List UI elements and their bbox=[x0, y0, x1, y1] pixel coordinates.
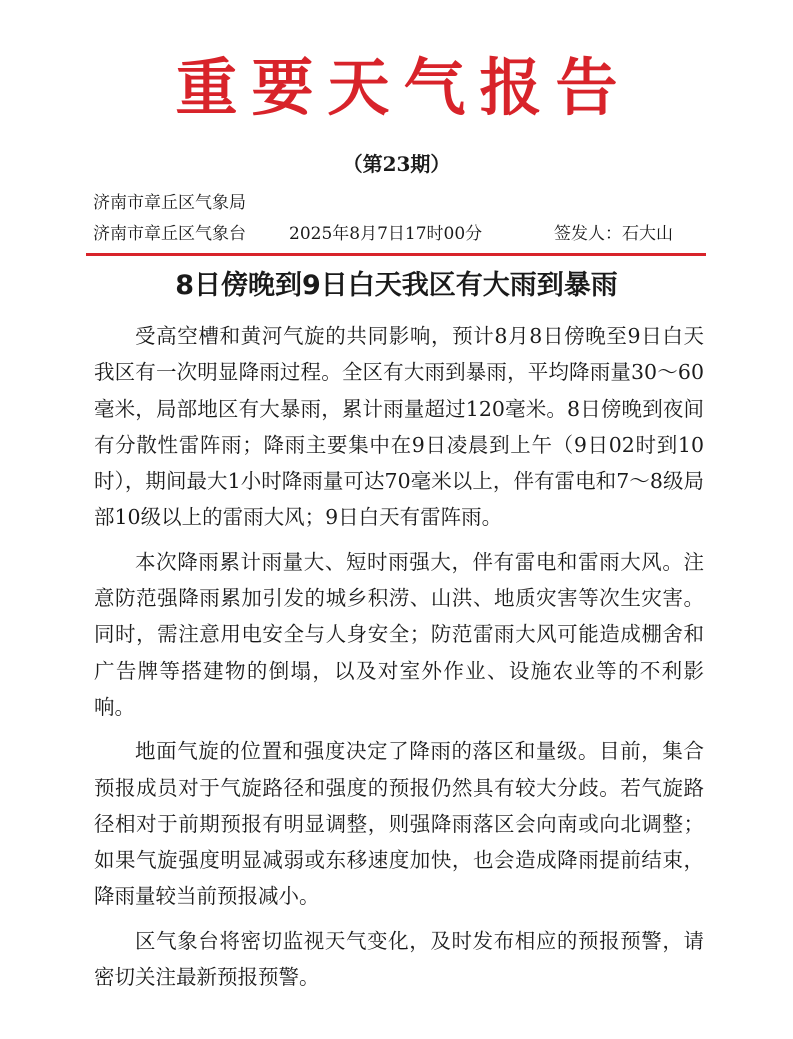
issuing-station: 济南市章丘区气象台 bbox=[93, 224, 246, 244]
report-headline: 8日傍晚到9日白天我区有大雨到暴雨 bbox=[175, 270, 618, 301]
issue-number: （第23期） bbox=[342, 152, 451, 176]
red-divider-line bbox=[86, 253, 706, 256]
signer: 签发人：石大山 bbox=[554, 224, 673, 244]
paragraph-forecast: 受高空槽和黄河气旋的共同影响，预计8月8日傍晚至9日白天我区有一次明显降雨过程。全区有大雨到暴雨，平均降雨量30～60毫米，局部地区有大暴雨，累计雨量超过120毫米。8日傍晚到夜间有分散性雷阵雨；降雨主要集中在9日凌晨到上午（9日02时到10时），期间最大1小时降雨量可达70毫米以上，伴有雷电和7～8级局部10级以上的雷雨大风；9日白天有雷阵雨。 bbox=[94, 324, 704, 530]
report-body bbox=[94, 318, 704, 995]
masthead-title: 重要天气报告 bbox=[175, 51, 632, 124]
paragraph-uncertainty: 地面气旋的位置和强度决定了降雨的落区和量级。目前，集合预报成员对于气旋路径和强度的预报仍然具有较大分歧。若气旋路径相对于前期预报有明显调整，则强降雨落区会向南或向北调整；如果气旋强度明显减弱或东移速度加快，也会造成降雨提前结束，降雨量较当前预报减小。 bbox=[94, 739, 704, 909]
issue-info-line bbox=[93, 222, 693, 246]
paragraph-precautions: 本次降雨累计雨量大、短时雨强大，伴有雷电和雷雨大风。注意防范强降雨累加引发的城乡积涝、山洪、地质灾害等次生灾害。同时，需注意用电安全与人身安全；防范雷雨大风可能造成棚舍和广告牌等搭建物的倒塌，以及对室外作业、设施农业等的不利影响。 bbox=[94, 549, 704, 719]
issue-datetime: 2025年8月7日17时00分 bbox=[289, 224, 483, 244]
issuing-bureau: 济南市章丘区气象局 bbox=[93, 193, 246, 213]
paragraph-monitoring: 区气象台将密切监视天气变化，及时发布相应的预报预警，请密切关注最新预报预警。 bbox=[94, 928, 704, 990]
